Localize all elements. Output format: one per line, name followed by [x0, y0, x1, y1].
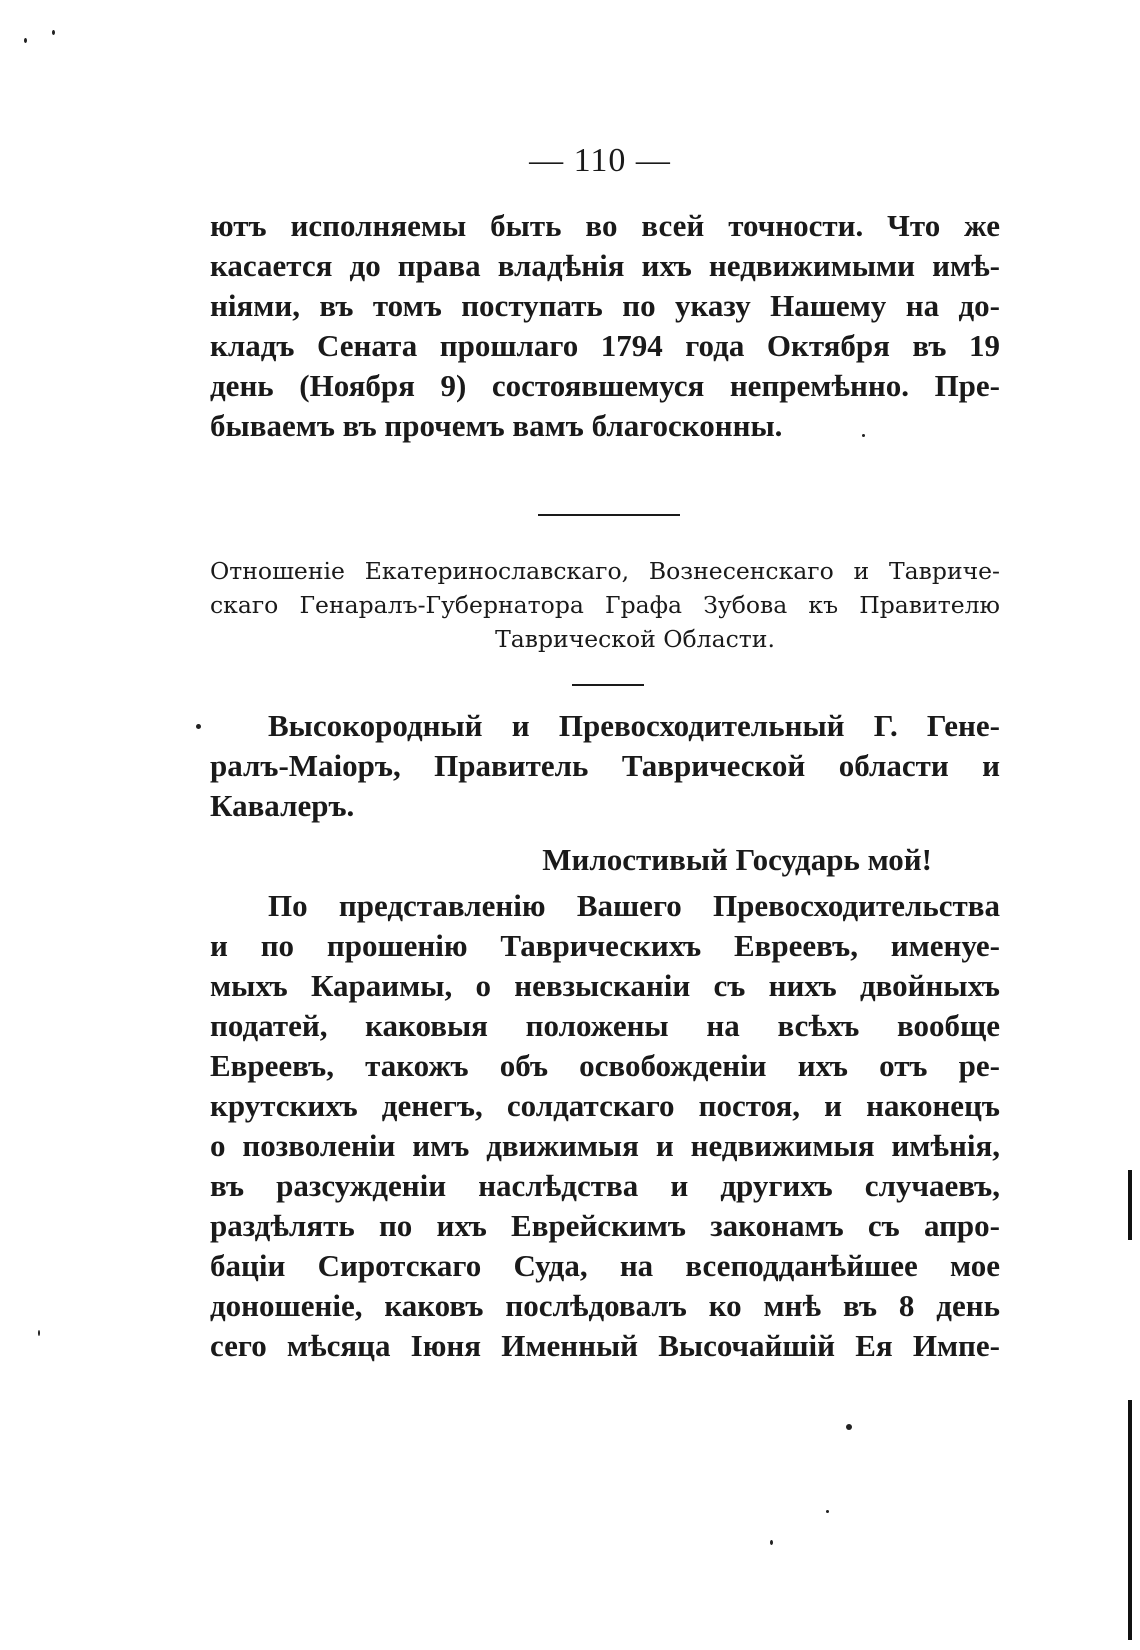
scan-speck [862, 434, 865, 437]
paragraph-top-line: кладъ Сената прошлаго 1794 года Октября въ 19 [210, 328, 1000, 363]
paragraph-main-line: доношеніе, каковъ послѣдовалъ ко мнѣ въ 8 день [210, 1288, 1000, 1323]
scan-edge-shadow [1128, 1400, 1132, 1640]
heading-line: Таврической Области. [495, 625, 775, 653]
scan-speck [846, 1424, 852, 1430]
paragraph-top-line: день (Ноября 9) состоявшемуся непремѣнно. Пре- [210, 368, 1000, 403]
paragraph-main-line: и по прошенію Таврическихъ Евреевъ, именуе- [210, 928, 1000, 963]
scan-speck [38, 1330, 40, 1336]
section-divider-bottom [572, 684, 644, 686]
heading-line: скаго Генаралъ-Губернатора Графа Зубова къ Правителю [210, 591, 1000, 619]
address-block [210, 706, 1000, 826]
paragraph-top [210, 206, 1000, 446]
scan-speck [770, 1540, 773, 1545]
paragraph-main-line: раздѣлять по ихъ Еврейскимъ законамъ съ апро- [210, 1208, 1000, 1243]
paragraph-top-line: касается до права владѣнія ихъ недвижимыми имѣ- [210, 248, 1000, 283]
paragraph-main-line: мыхъ Караимы, о невзысканіи съ нихъ двойныхъ [210, 968, 1000, 1003]
paragraph-main-line: податей, каковыя положены на всѣхъ вообще [210, 1008, 1000, 1043]
paragraph-main-line: крутскихъ денегъ, солдатскаго постоя, и наконецъ [210, 1088, 1000, 1123]
letter-heading [210, 554, 1000, 656]
scan-edge-shadow [1128, 1170, 1132, 1240]
scan-speck [826, 1510, 829, 1513]
paragraph-main [210, 886, 1000, 1366]
paragraph-top-line: ніями, въ томъ поступать по указу Нашему на до- [210, 288, 1000, 323]
paragraph-main-line: о позволеніи имъ движимыя и недвижимыя имѣнія, [210, 1128, 1000, 1163]
paragraph-top-line: бываемъ въ прочемъ вамъ благосконны. [210, 408, 783, 443]
page-number: — 110 — [529, 142, 671, 179]
paragraph-main-line: въ разсужденіи наслѣдства и другихъ случаевъ, [210, 1168, 1000, 1203]
address-line: Кавалеръ. [210, 788, 355, 823]
paragraph-main-line: По представленію Вашего Превосходительства [268, 888, 1000, 923]
salutation: Милостивый Государь мой! [542, 842, 932, 877]
paragraph-top-line: ютъ исполняемы быть во всей точности. Что же [210, 208, 1000, 243]
section-divider-top [538, 514, 680, 516]
scan-speck [196, 724, 201, 729]
address-line: Высокородный и Превосходительный Г. Гене- [268, 708, 1000, 743]
scan-speck [24, 38, 27, 43]
scan-speck [52, 30, 55, 35]
address-line: ралъ-Маіоръ, Правитель Таврической области и [210, 748, 1000, 783]
heading-line: Отношеніе Екатеринославскаго, Вознесенскаго и Тавриче- [210, 557, 1000, 585]
paragraph-main-line: сего мѣсяца Іюня Именный Высочайшій Ея Импе- [210, 1328, 1000, 1363]
paragraph-main-line: Евреевъ, такожъ объ освобожденіи ихъ отъ ре- [210, 1048, 1000, 1083]
paragraph-main-line: баціи Сиротскаго Суда, на всеподданѣйшее мое [210, 1248, 1000, 1283]
